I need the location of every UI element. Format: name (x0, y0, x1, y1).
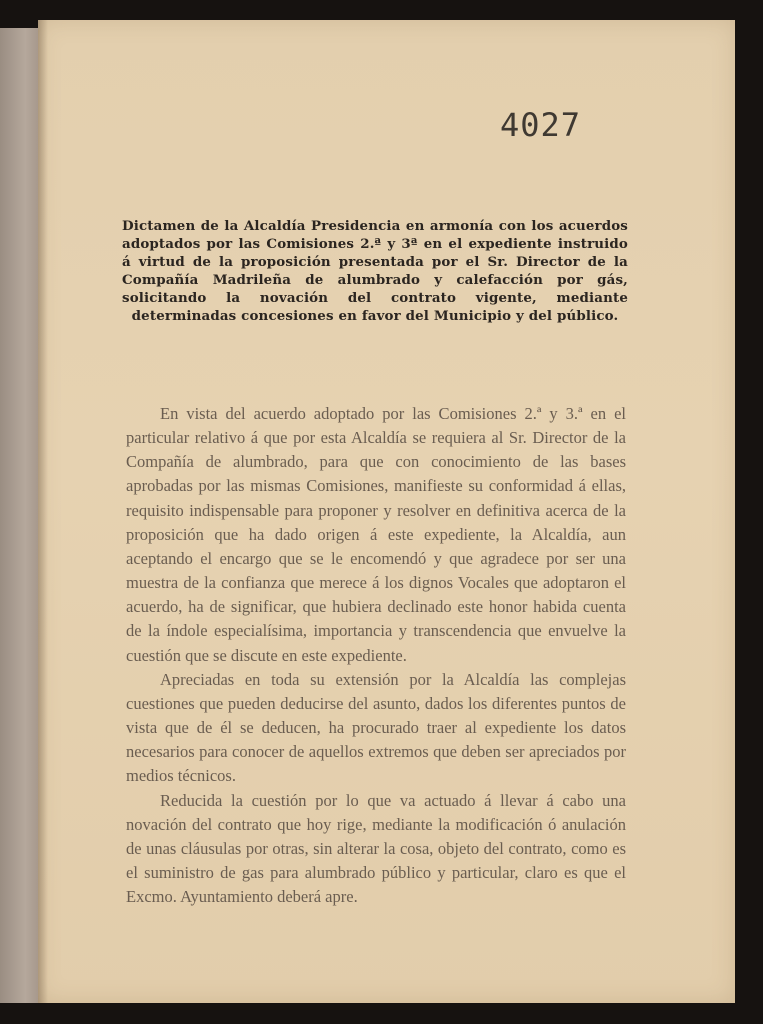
previous-page-edge (0, 28, 42, 1003)
document-number: 4027 (500, 106, 582, 144)
document-heading: Dictamen de la Alcaldía Presidencia en armonía con los acuerdos adoptados por las Comisiones 2.ª y 3ª en el expediente instruido á virtud de la proposición presentada por el Sr. Director de la Compañía Madrileña de alumbrado y calefacción por gás, solicitando la novación del contrato vigente, mediante determinadas concesiones en favor del Municipio y del público. (122, 218, 628, 324)
paragraph: Apreciadas en toda su extensión por la Alcaldía las complejas cuestiones que pueden deducirse del asunto, dados los diferentes puntos de vista que de él se deducen, ha procurado traer al expediente los datos necesarios para conocer de aquellos extremos que deben ser apreciados por medios técnicos. (126, 669, 626, 786)
document-body (126, 402, 626, 909)
paragraph: En vista del acuerdo adoptado por las Comisiones 2.ª y 3.ª en el particular relativo á que por esta Alcaldía se requiera al Sr. Director de la Compañía de alumbrado, para que con conocimiento de las bases aprobadas por las mismas Comisiones, manifieste su conformidad á ellas, requisito indispensable para proponer y resolver en definitiva acerca de la proposición que ha dado origen á este expediente, la Alcaldía, aun aceptando el encargo que se le encomendó y que agradece por ser una muestra de la confianza que merece á los dignos Vocales que adoptaron el acuerdo, ha de significar, que hubiera declinado este honor habida cuenta de la índole especialísima, importancia y transcendencia que envuelve la cuestión que se discute en este expediente. (126, 404, 626, 665)
paragraph: Reducida la cuestión por lo que va actuado á llevar á cabo una novación del contrato que hoy rige, mediante la modificación ó anulación de unas cláusulas por otras, sin alterar la cosa, objeto del contrato, como es el suministro de gas para alumbrado público y particular, claro es que el Excmo. Ayuntamiento deberá apre. (126, 790, 626, 907)
document-page (38, 20, 735, 1003)
page-gutter-shadow (38, 20, 48, 1003)
